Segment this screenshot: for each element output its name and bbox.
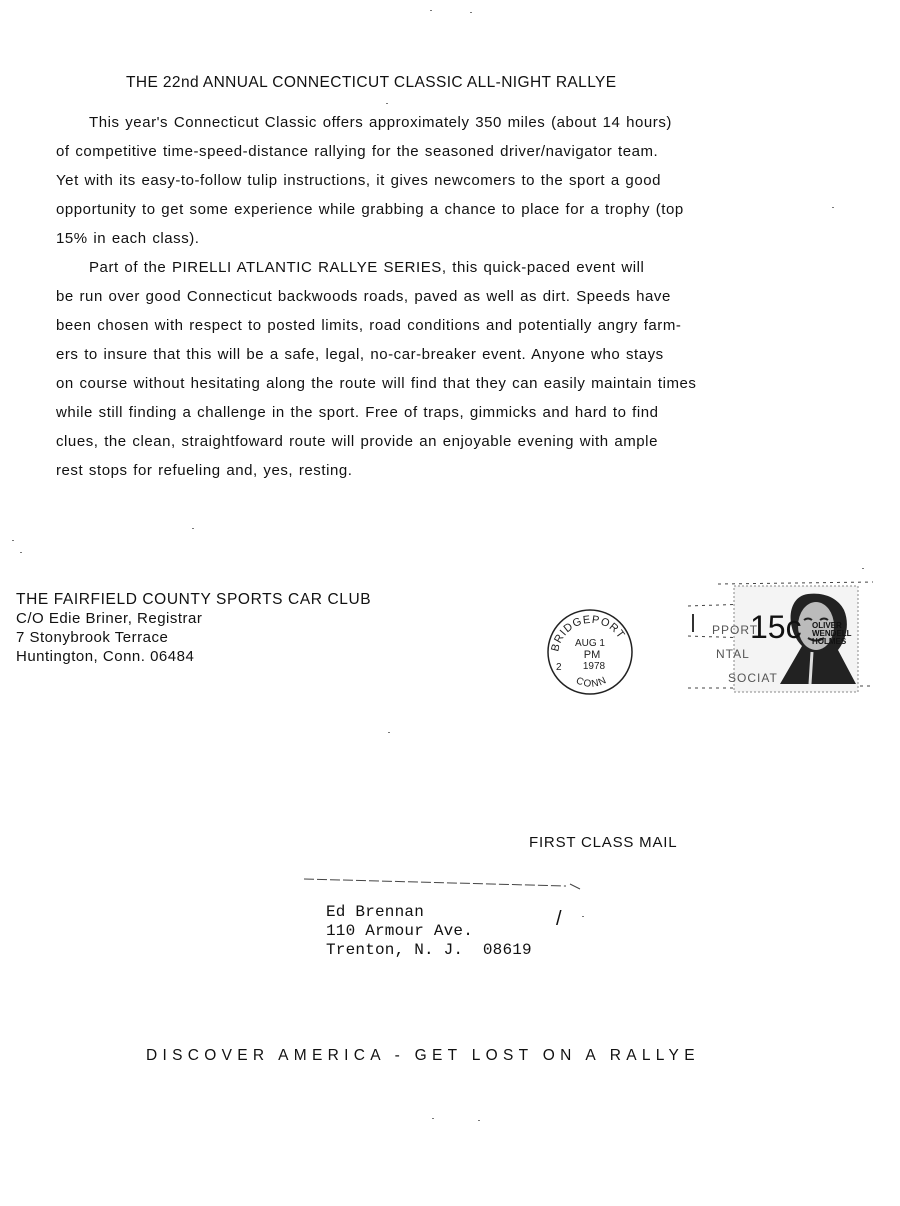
postmark-station: 2 (556, 662, 562, 673)
stamp-value: 15c (750, 609, 802, 645)
paragraph-line: be run over good Connecticut backwoods roads, paved as well as dirt. Speeds have (56, 288, 671, 305)
paragraph-line: clues, the clean, straightfoward route will provide an enjoyable evening with ample (56, 433, 658, 450)
scan-speck (470, 12, 472, 13)
paragraph-series (56, 253, 846, 485)
cancel-text-line3: SOCIAT (728, 671, 778, 685)
recipient-zip: 08619 (482, 941, 532, 959)
postmark-time: PM (583, 649, 601, 661)
mail-class: FIRST CLASS MAIL (529, 834, 678, 851)
svg-text:CONN (574, 675, 609, 690)
paragraph-line: Yet with its easy-to-follow tulip instructions, it gives newcomers to the sport a good (56, 172, 662, 189)
paragraph-line: while still finding a challenge in the sport. Free of traps, gimmicks and hard to find (56, 404, 659, 421)
scan-speck (430, 10, 432, 11)
scan-speck (582, 916, 584, 917)
document-title: THE 22nd ANNUAL CONNECTICUT CLASSIC ALL-NIGHT RALLYE (126, 74, 617, 91)
scan-speck (386, 103, 388, 104)
recipient-city-line (326, 941, 532, 960)
registrar-line: C/O Edie Briner, Registrar (16, 610, 203, 627)
scan-speck (192, 528, 194, 529)
paragraph-line: been chosen with respect to posted limits, road conditions and potentially angry farm- (56, 317, 682, 334)
cancel-text-line1: PPORT (712, 623, 759, 637)
scan-speck (478, 1120, 480, 1121)
paragraph-line: of competitive time-speed-distance rallying for the seasoned driver/navigator team. (56, 143, 659, 160)
postmark-state: CONN (574, 674, 609, 691)
slogan: DISCOVER AMERICA - GET LOST ON A RALLYE (146, 1047, 700, 1064)
return-address (16, 590, 371, 666)
paragraph-line: on course without hesitating along the route will find that they can easily maintain times (56, 375, 697, 392)
scan-speck (862, 568, 864, 569)
postmark-date: AUG 1 (574, 638, 606, 649)
paragraph-line: This year's Connecticut Classic offers approximately 350 miles (about 14 hours) (89, 114, 672, 131)
recipient-name: Ed Brennan (326, 903, 425, 921)
postmark (544, 606, 636, 698)
stamp-name-line2: WENDELL (812, 629, 852, 638)
stamp-name-line3: HOLMES (812, 637, 847, 646)
scan-speck (12, 540, 14, 541)
postmark-year: 1978 (582, 661, 606, 672)
stamp-with-cancellation (688, 576, 873, 701)
paragraph-line: opportunity to get some experience while grabbing a chance to place for a trophy (top (56, 201, 684, 218)
city-line: Huntington, Conn. 06484 (16, 648, 195, 665)
postmark-city: BRIDGEPORT (549, 613, 628, 653)
paragraph-intro (56, 108, 846, 253)
scan-speck (20, 552, 22, 553)
street-line: 7 Stonybrook Terrace (16, 629, 169, 646)
scan-speck (388, 732, 390, 733)
paragraph-line: Part of the PIRELLI ATLANTIC RALLYE SERIES, this quick-paced event will (89, 259, 645, 276)
paragraph-line: ers to insure that this will be a safe, legal, no-car-breaker event. Anyone who stays (56, 346, 664, 363)
scan-speck (432, 1118, 434, 1119)
club-name: THE FAIRFIELD COUNTY SPORTS CAR CLUB (16, 591, 372, 608)
scan-speck (832, 207, 834, 208)
address-rule (304, 876, 584, 890)
paragraph-line: 15% in each class). (56, 230, 200, 247)
pencil-mark: / (556, 908, 562, 930)
recipient-street: 110 Armour Ave. (326, 922, 474, 940)
stamp-name-line1: OLIVER (812, 621, 842, 630)
recipient-address (326, 903, 532, 960)
recipient-city-state: Trenton, N. J. (326, 941, 464, 959)
cancel-text-line2: NTAL (716, 647, 750, 661)
paragraph-line: rest stops for refueling and, yes, resting. (56, 462, 353, 479)
